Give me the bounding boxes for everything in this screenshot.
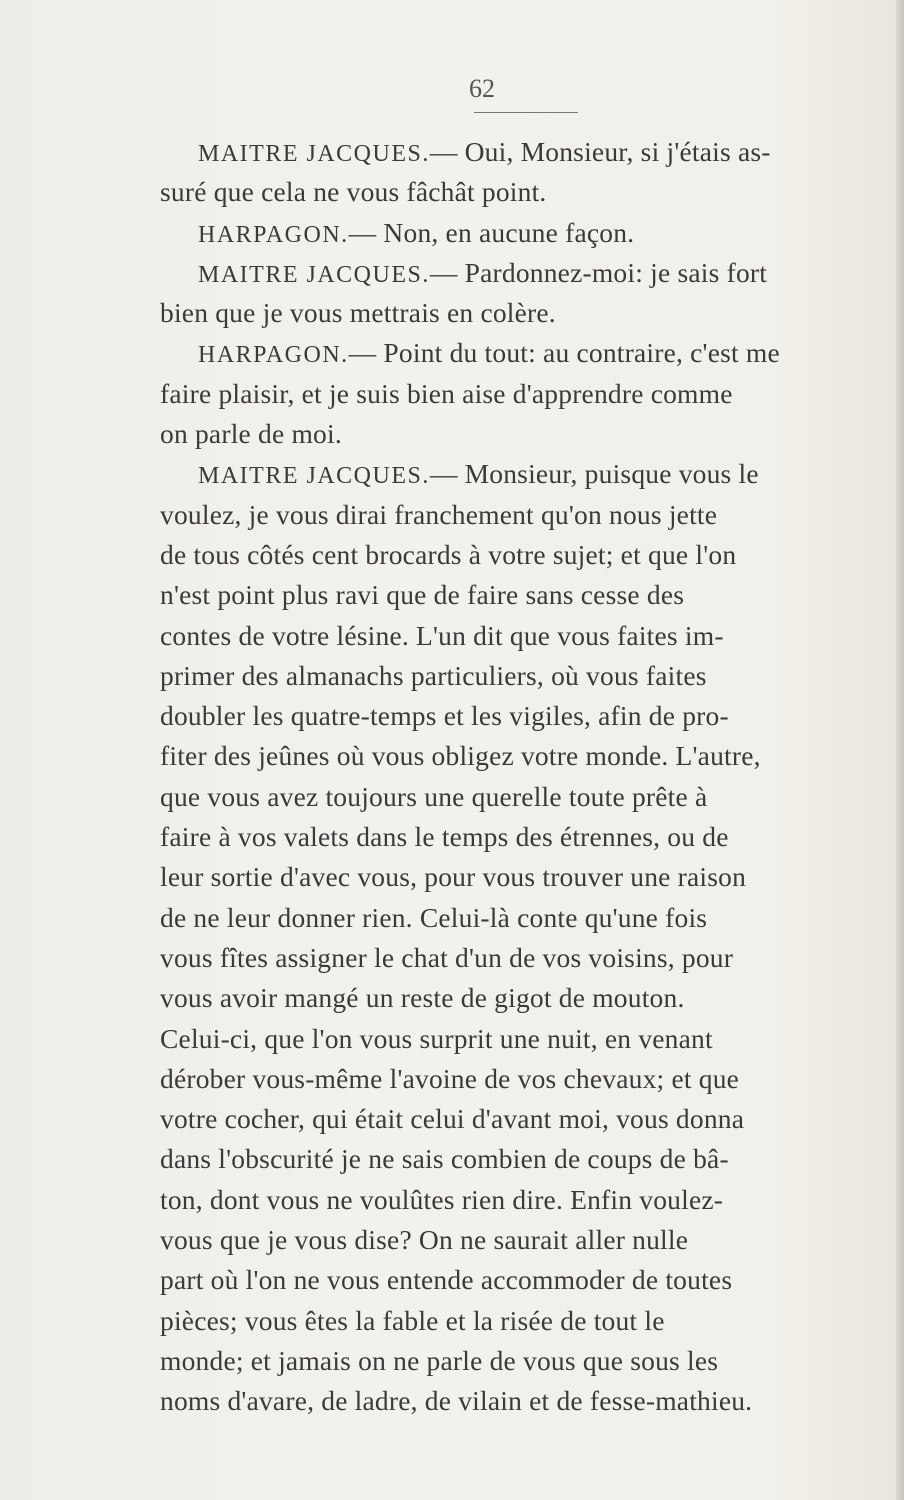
speech-line	[160, 978, 894, 1018]
speech-text: monde; et jamais on ne parle de vous que sous les	[160, 1344, 719, 1376]
speech-line	[160, 1180, 894, 1220]
speech-line	[160, 817, 894, 857]
page-number-rule	[474, 112, 578, 113]
speech-text: — Non, en aucune façon.	[348, 216, 635, 248]
speech-text: voulez, je vous dirai franchement qu'on nous jette	[160, 498, 718, 530]
speech-text: — Monsieur, puisque vous le	[429, 458, 759, 490]
speaker-name: MAITRE JACQUES.	[198, 141, 430, 167]
speech-line	[160, 1301, 894, 1341]
speech-text: que vous avez toujours une querelle toute prête à	[160, 780, 708, 812]
speech-line	[160, 938, 894, 978]
speech-text: vous que je vous dise? On ne saurait aller nulle	[160, 1224, 689, 1256]
speech-text: doubler les quatre-temps et les vigiles, afin de pro-	[160, 700, 729, 732]
speech-line	[160, 495, 894, 535]
speech-text: Celui-ci, que l'on vous surprit une nuit, en venant	[160, 1022, 713, 1054]
speech-line	[160, 293, 894, 333]
speech-line	[160, 1059, 894, 1099]
speech-text: primer des almanachs particuliers, où vous faites	[160, 659, 707, 691]
speech-line	[160, 1260, 894, 1300]
speech-text: bien que je vous mettrais en colère.	[160, 297, 556, 329]
speech-line	[160, 1381, 894, 1421]
speech-line	[160, 172, 894, 212]
speech-first-line	[160, 253, 894, 293]
speaker-name: MAITRE JACQUES.	[198, 463, 430, 490]
speech-text: fiter des jeûnes où vous obligez votre monde. L'autre,	[160, 740, 761, 772]
speech-text: contes de votre lésine. L'un dit que vous faites im-	[160, 619, 724, 651]
speech-line	[160, 1220, 894, 1260]
speech-line	[160, 777, 894, 817]
speech-line	[160, 898, 894, 938]
dialogue-text	[160, 132, 894, 1422]
speech-text: de tous côtés cent brocards à votre sujet; et que l'on	[160, 538, 737, 570]
speech-text: vous avoir mangé un reste de gigot de mouton.	[160, 982, 685, 1014]
page-number: 62	[469, 74, 495, 103]
speech-line	[160, 857, 894, 897]
speaker-name: MAITRE JACQUES.	[198, 261, 430, 288]
speech-line	[160, 1019, 894, 1059]
speech-line	[160, 616, 894, 656]
speech-line	[160, 1139, 894, 1179]
speech-text: part où l'on ne vous entende accommoder de toutes	[160, 1264, 733, 1296]
speech-text: dans l'obscurité je ne sais combien de coups de bâ-	[160, 1143, 729, 1175]
speech-line	[160, 736, 894, 776]
speech-text: on parle de moi.	[160, 418, 342, 450]
speech-text: n'est point plus ravi que de faire sans cesse des	[160, 579, 685, 611]
speech-line	[160, 656, 894, 696]
speech-line	[160, 1099, 894, 1139]
speech-text: faire à vos valets dans le temps des étrennes, ou de	[160, 821, 729, 853]
speech-text: pièces; vous êtes la fable et la risée de tout le	[160, 1304, 665, 1336]
page-edge-shadow	[896, 0, 904, 1500]
speech-line	[160, 535, 894, 575]
speech-text: de ne leur donner rien. Celui-là conte qu'une fois	[160, 901, 708, 933]
speech-text: ton, dont vous ne voulûtes rien dire. Enfin voulez-	[160, 1183, 724, 1215]
speech-text: — Oui, Monsieur, si j'étais as-	[429, 136, 771, 167]
speech-line	[160, 374, 894, 414]
speech-first-line	[160, 132, 894, 172]
speech-line	[160, 696, 894, 736]
speech-text: — Pardonnez-moi: je sais fort	[429, 256, 768, 288]
speech-line	[160, 1341, 894, 1381]
speech-line	[160, 414, 894, 454]
speech-text: dérober vous-même l'avoine de vos chevaux; et que	[160, 1062, 740, 1094]
speech-text: votre cocher, qui était celui d'avant moi, vous donna	[160, 1103, 745, 1135]
speaker-name: HARPAGON.	[198, 221, 349, 248]
speech-text: leur sortie d'avec vous, pour vous trouver une raison	[160, 861, 747, 893]
speech-first-line	[160, 333, 894, 373]
speech-text: suré que cela ne vous fâchât point.	[160, 176, 547, 208]
speech-text: faire plaisir, et je suis bien aise d'apprendre comme	[160, 377, 733, 409]
speech-line	[160, 575, 894, 615]
speech-first-line	[160, 213, 894, 253]
speech-text: noms d'avare, de ladre, de vilain et de fesse-mathieu.	[160, 1385, 753, 1417]
speech-first-line	[160, 454, 894, 494]
speech-text: — Point du tout: au contraire, c'est me	[348, 337, 780, 369]
speech-text: vous fîtes assigner le chat d'un de vos voisins, pour	[160, 941, 734, 973]
speaker-name: HARPAGON.	[198, 342, 349, 369]
